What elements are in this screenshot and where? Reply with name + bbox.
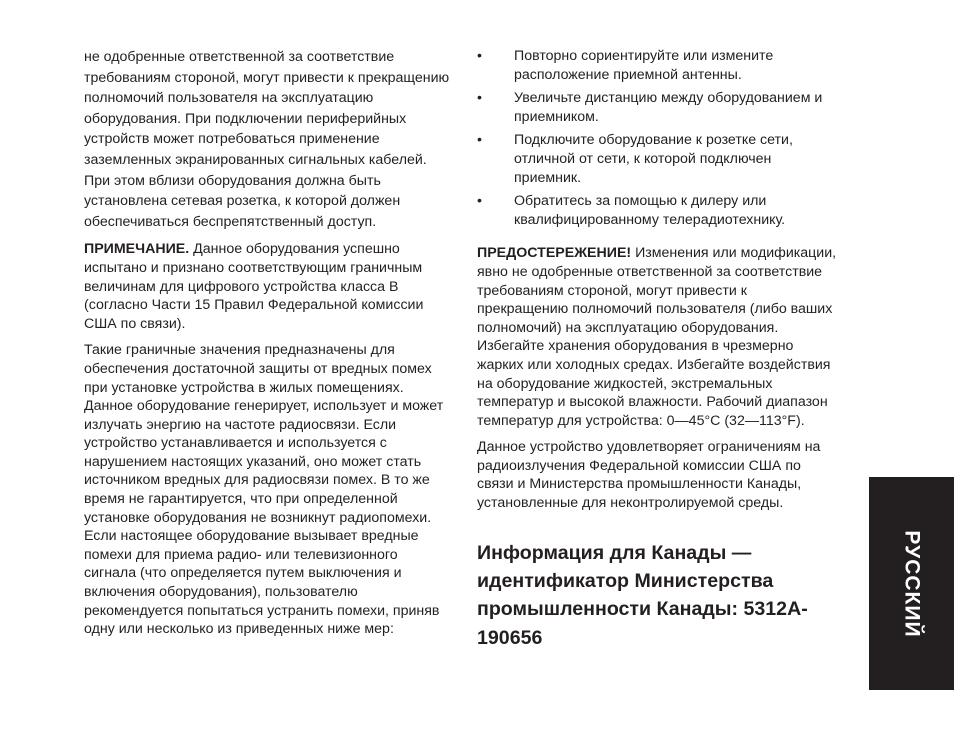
list-item-text: Обратитесь за помощью к дилеру или квалифицированному телерадиотехнику.	[514, 193, 786, 228]
list-item	[477, 192, 837, 229]
right-column	[477, 47, 837, 652]
emission-paragraph: Данное устройство удовлетворяет ограничениям на радиоизлучения Федеральной комиссии США по связи и Министерства промышленности Канады, установленные для неконтролируемой среды.	[477, 439, 821, 512]
interference-paragraph: Такие граничные значения предназначены для обеспечения достаточной защиты от вредных помех при установке устройства в жилых помещениях. Данное оборудование генерирует, использует и может излучать энергию на частоте радиосвязи. Если устройство устанавливается и используется с нарушением настоящих указаний, оно может стать источником вредных для радиосвязи помех. В то же время не гарантируется, что при определенной установке оборудования не возникнут радиопомехи. Если настоящее оборудование вызывает вредные помехи для приема радио- или телевизионного сигнала (что определяется путем выключения и включения оборудования), пользователю рекомендуется попытаться устранить помехи, приняв одну или несколько из приведенных ниже мер:	[84, 342, 444, 638]
left-column	[84, 47, 452, 647]
language-tab	[869, 477, 954, 690]
fcc-paragraph-continued: не одобренные ответственной за соответствие требованиям стороной, могут привести к прекращению полномочий пользователя на эксплуатацию оборудования. При подключении периферийных устройств может потребоваться применение заземленных экранированных сигнальных кабелей. При этом вблизи оборудования должна быть установлена сетевая розетка, к которой должен обеспечиваться беспрепятственный доступ.	[84, 49, 450, 230]
list-item	[477, 89, 837, 126]
list-item	[477, 47, 837, 84]
measures-list	[477, 47, 837, 229]
note-paragraph	[84, 240, 452, 333]
warning-text: Изменения или модификации, явно не одобренные ответственной за соответствие требованиям стороной, могут привести к прекращению полномочий пользователя (либо ваших полномочий) на эксплуатацию оборудования. Избегайте хранения оборудования в чрезмерно жарких или холодных средах. Избегайте воздействия на оборудование жидкостей, экстремальных температур и высокой влажности. Рабочий диапазон температур для устройства: 0—45°C (32—113°F).	[477, 245, 837, 429]
bullet-icon: •	[477, 90, 482, 107]
list-item-text: Увеличьте дистанцию между оборудованием и приемником.	[514, 90, 823, 125]
warning-label: ПРЕДОСТЕРЕЖЕНИЕ!	[477, 245, 632, 262]
bullet-icon: •	[477, 132, 482, 149]
language-tab-label: РУССКИЙ	[900, 529, 924, 638]
list-item-text: Подключите оборудование к розетке сети, отличной от сети, к которой подключен приемник.	[514, 132, 793, 186]
note-text: Данное оборудования успешно испытано и признано соответствующим граничным величинам для цифрового устройства класса B (согласно Части 15 Правил Федеральной комиссии США по связи).	[84, 241, 424, 332]
list-item	[477, 131, 837, 187]
list-item-text: Повторно сориентируйте или измените расположение приемной антенны.	[514, 48, 774, 83]
warning-paragraph	[477, 244, 837, 430]
note-label: ПРИМЕЧАНИЕ.	[84, 241, 190, 258]
bullet-icon: •	[477, 193, 482, 210]
canada-heading: Информация для Канады — идентификатор Министерства промышленности Канады: 5312A-190656	[477, 541, 808, 649]
bullet-icon: •	[477, 48, 482, 64]
